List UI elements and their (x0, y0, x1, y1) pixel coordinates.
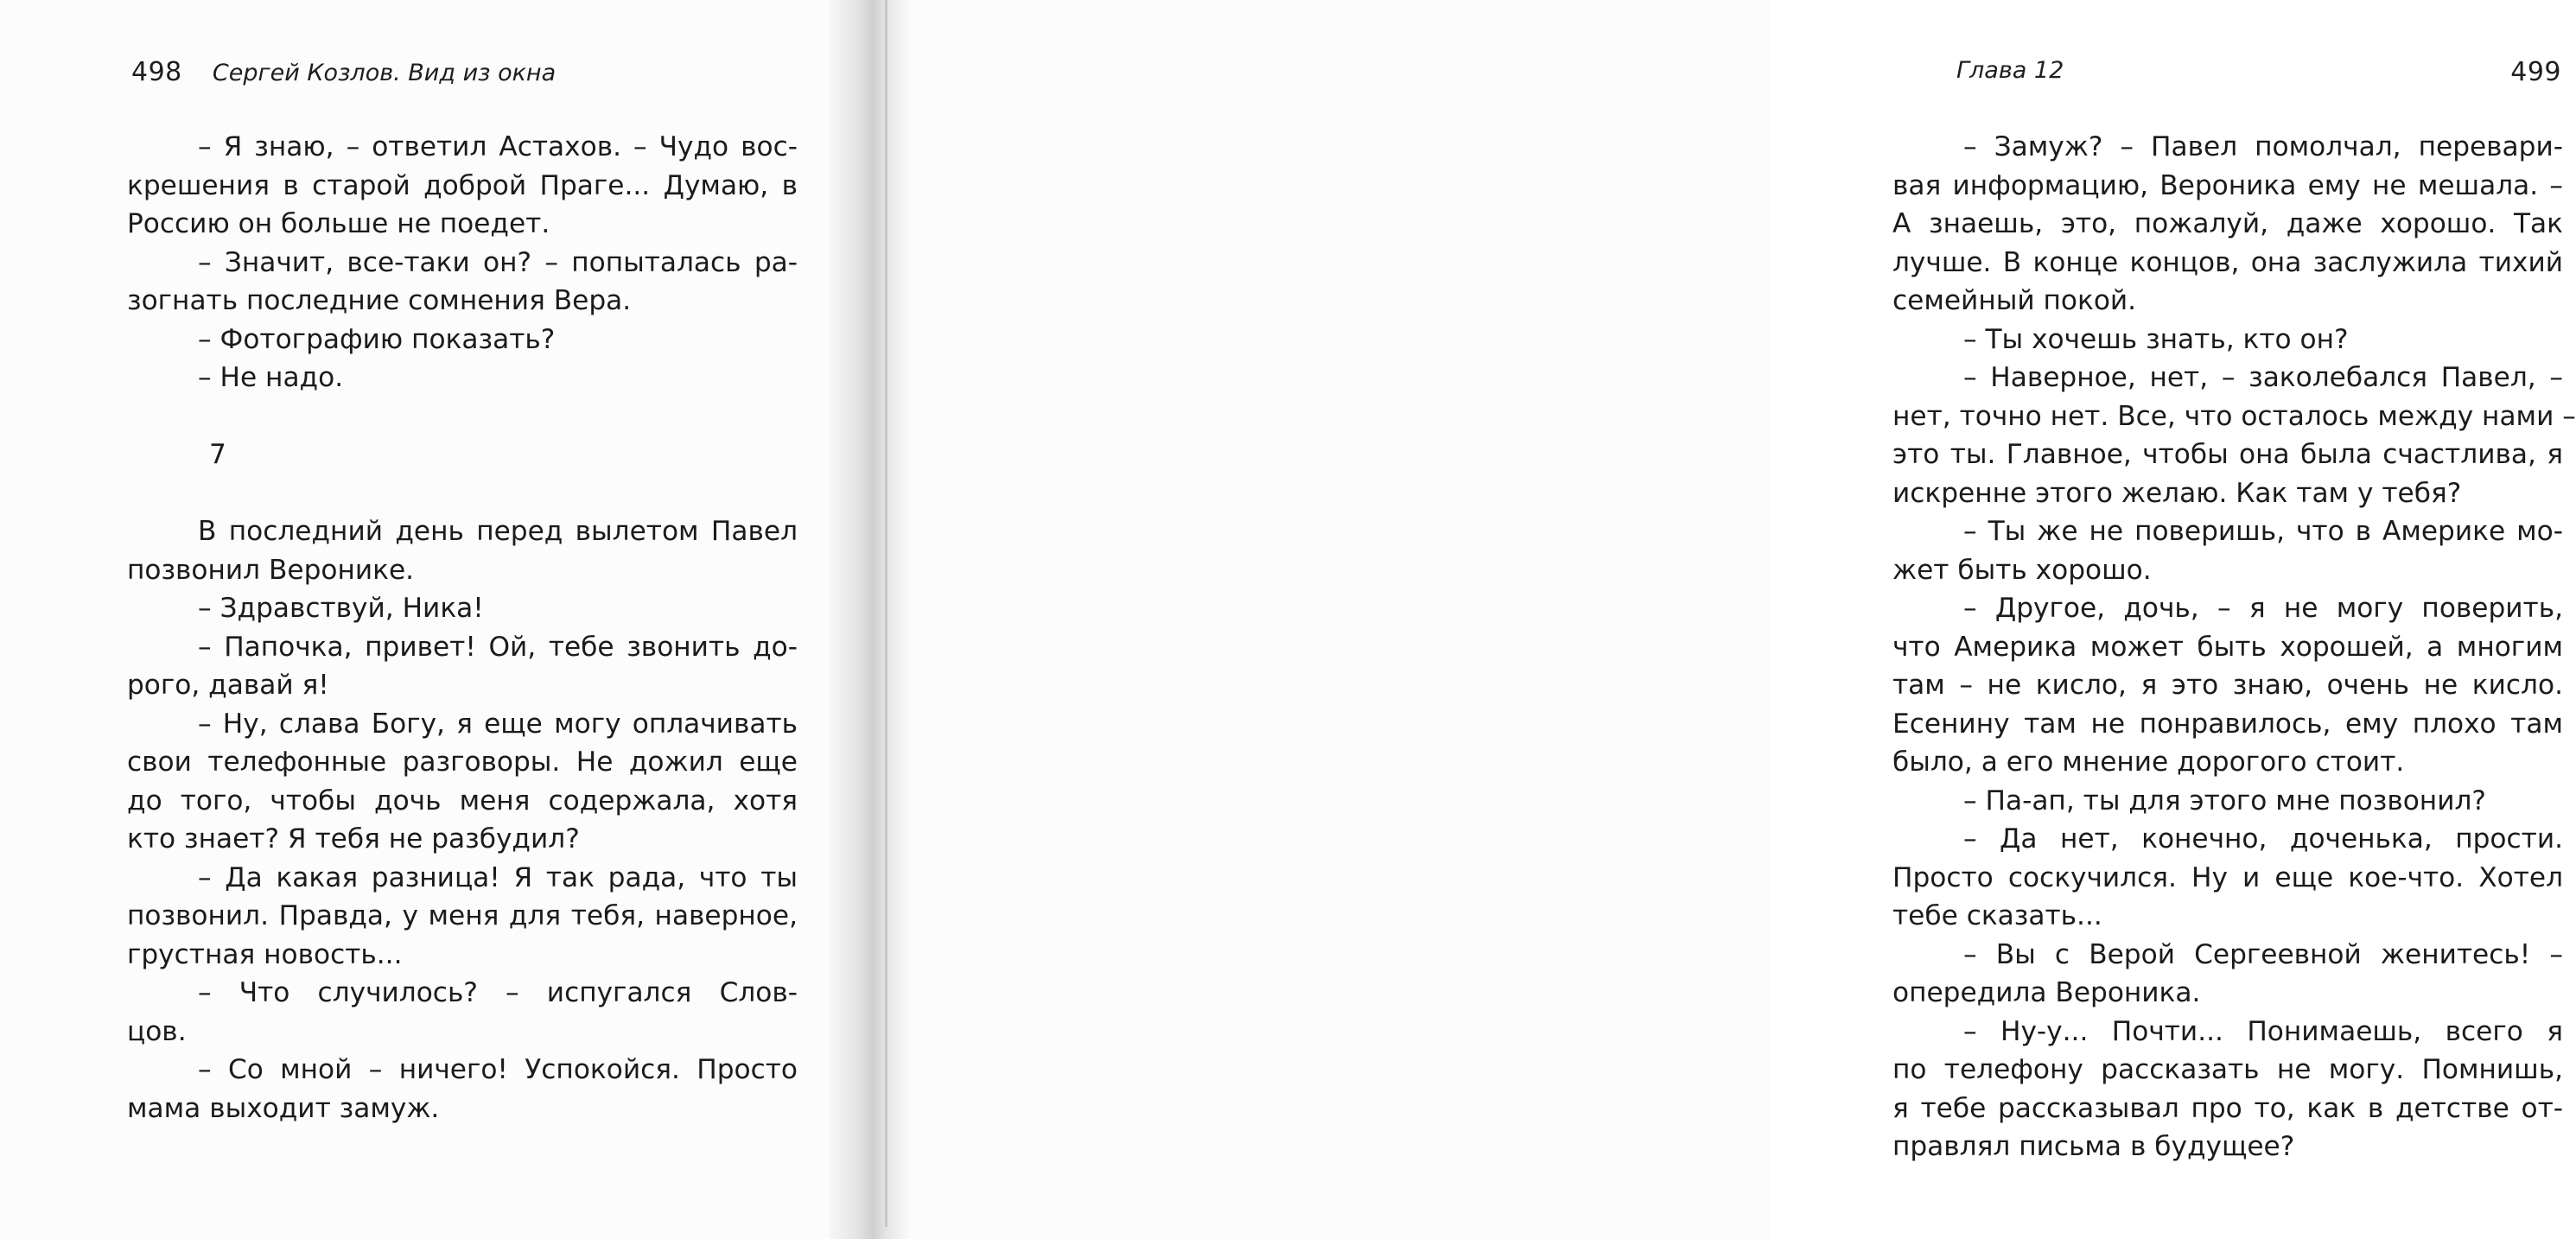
text-line: В последний день перед вылетом Павел (198, 516, 798, 547)
text-line: позвонил. Правда, у меня для тебя, наверное, (127, 900, 798, 931)
text-line: – Вы с Верой Сергеевной женитесь! – (1963, 938, 2563, 970)
text-line: я тебе рассказывал про то, как в детстве от- (1892, 1092, 2563, 1124)
right-page (909, 0, 2576, 1239)
left-page-text (127, 128, 798, 1128)
paragraph-gap (127, 474, 798, 513)
text-line: А знаешь, это, пожалуй, даже хорошо. Так (1892, 208, 2563, 239)
text-line: опередила Вероника. (1892, 977, 2201, 1008)
text-line: – Замуж? – Павел помолчал, перевари- (1963, 131, 2563, 162)
text-line: цов. (127, 1015, 187, 1047)
text-line: – Па-ап, ты для этого мне позвонил? (1963, 785, 2486, 816)
text-line: Россию он больше не поедет. (127, 208, 550, 239)
text-line: правлял письма в будущее? (1892, 1131, 2295, 1162)
text-line: лучше. В конце концов, она заслужила тихий (1892, 246, 2563, 278)
text-line: – Здравствуй, Ника! (198, 593, 484, 624)
text-line: – Наверное, нет, – заколебался Павел, – (1963, 362, 2563, 393)
text-line: вая информацию, Вероника ему не мешала. – (1892, 169, 2563, 201)
text-line: это ты. Главное, чтобы она была счастлива, я (1892, 439, 2563, 470)
text-line: – Что случилось? – испугался Слов- (198, 977, 798, 1008)
text-line: – Фотографию показать? (198, 323, 556, 355)
section-number: 7 (209, 439, 226, 470)
text-line: было, а его мнение дорогого стоит. (1892, 747, 2405, 778)
text-line: там – не кисло, я это знаю, очень не кисло. (1892, 670, 2563, 701)
text-line: кто знает? Я тебя не разбудил? (127, 823, 580, 855)
text-line: – Значит, все-таки он? – попыталась ра- (198, 246, 798, 278)
text-line: – Папочка, привет! Ой, тебе звонить до- (198, 631, 798, 663)
text-line: семейный покой. (1892, 285, 2137, 316)
text-line: мама выходит замуж. (127, 1092, 440, 1124)
text-line: крешения в старой доброй Праге... Думаю, в (127, 169, 798, 201)
left-page-header (131, 57, 556, 95)
text-line: позвонил Веронике. (127, 554, 415, 586)
text-line: – Ну, слава Богу, я еще могу оплачивать (198, 708, 798, 740)
text-line: – Со мной – ничего! Успокойся. Просто (198, 1054, 798, 1085)
right-running-title: Глава 12 (1956, 57, 2064, 84)
text-line: жет быть хорошо. (1892, 554, 2152, 586)
right-page-header (1956, 57, 2561, 95)
text-line: – Не надо. (198, 362, 344, 393)
text-line: рого, давай я! (127, 670, 329, 701)
gutter-fold-line (885, 0, 887, 1227)
text-line: до того, чтобы дочь меня содержала, хотя (127, 785, 798, 816)
paragraph-gap (127, 397, 798, 436)
left-page (0, 0, 830, 1239)
text-line: свои телефонные разговоры. Не дожил еще (127, 747, 798, 778)
text-line: – Ты же не поверишь, что в Америке мо- (1963, 516, 2563, 547)
left-page-number: 498 (131, 57, 182, 87)
left-running-title: Сергей Козлов. Вид из окна (212, 60, 557, 86)
text-line: – Ну-у... Почти... Понимаешь, всего я (1963, 1015, 2563, 1047)
text-line: – Я знаю, – ответил Астахов. – Чудо вос- (198, 131, 798, 162)
text-line: – Другое, дочь, – я не могу поверить, (1963, 593, 2563, 624)
text-line: – Да какая разница! Я так рада, что ты (198, 861, 798, 893)
text-line: – Ты хочешь знать, кто он? (1963, 323, 2349, 355)
right-page-text (1892, 128, 2576, 1166)
text-line: что Америка может быть хорошей, а многим (1892, 631, 2563, 663)
right-page-number: 499 (2510, 57, 2561, 87)
text-line: Есенину там не понравилось, ему плохо там (1892, 708, 2563, 740)
text-line: искренне этого желаю. Как там у тебя? (1892, 477, 2462, 509)
book-gutter (830, 0, 909, 1239)
text-line: грустная новость... (127, 938, 403, 970)
text-line: Просто соскучился. Ну и еще кое-что. Хотел (1892, 861, 2563, 893)
text-line: тебе сказать... (1892, 900, 2102, 931)
text-line: зогнать последние сомнения Вера. (127, 285, 632, 316)
text-line: по телефону рассказать не могу. Помнишь, (1892, 1054, 2563, 1085)
text-line: – Да нет, конечно, доченька, прости. (1963, 823, 2563, 855)
text-line: нет, точно нет. Все, что осталось между нами – (1892, 400, 2576, 432)
